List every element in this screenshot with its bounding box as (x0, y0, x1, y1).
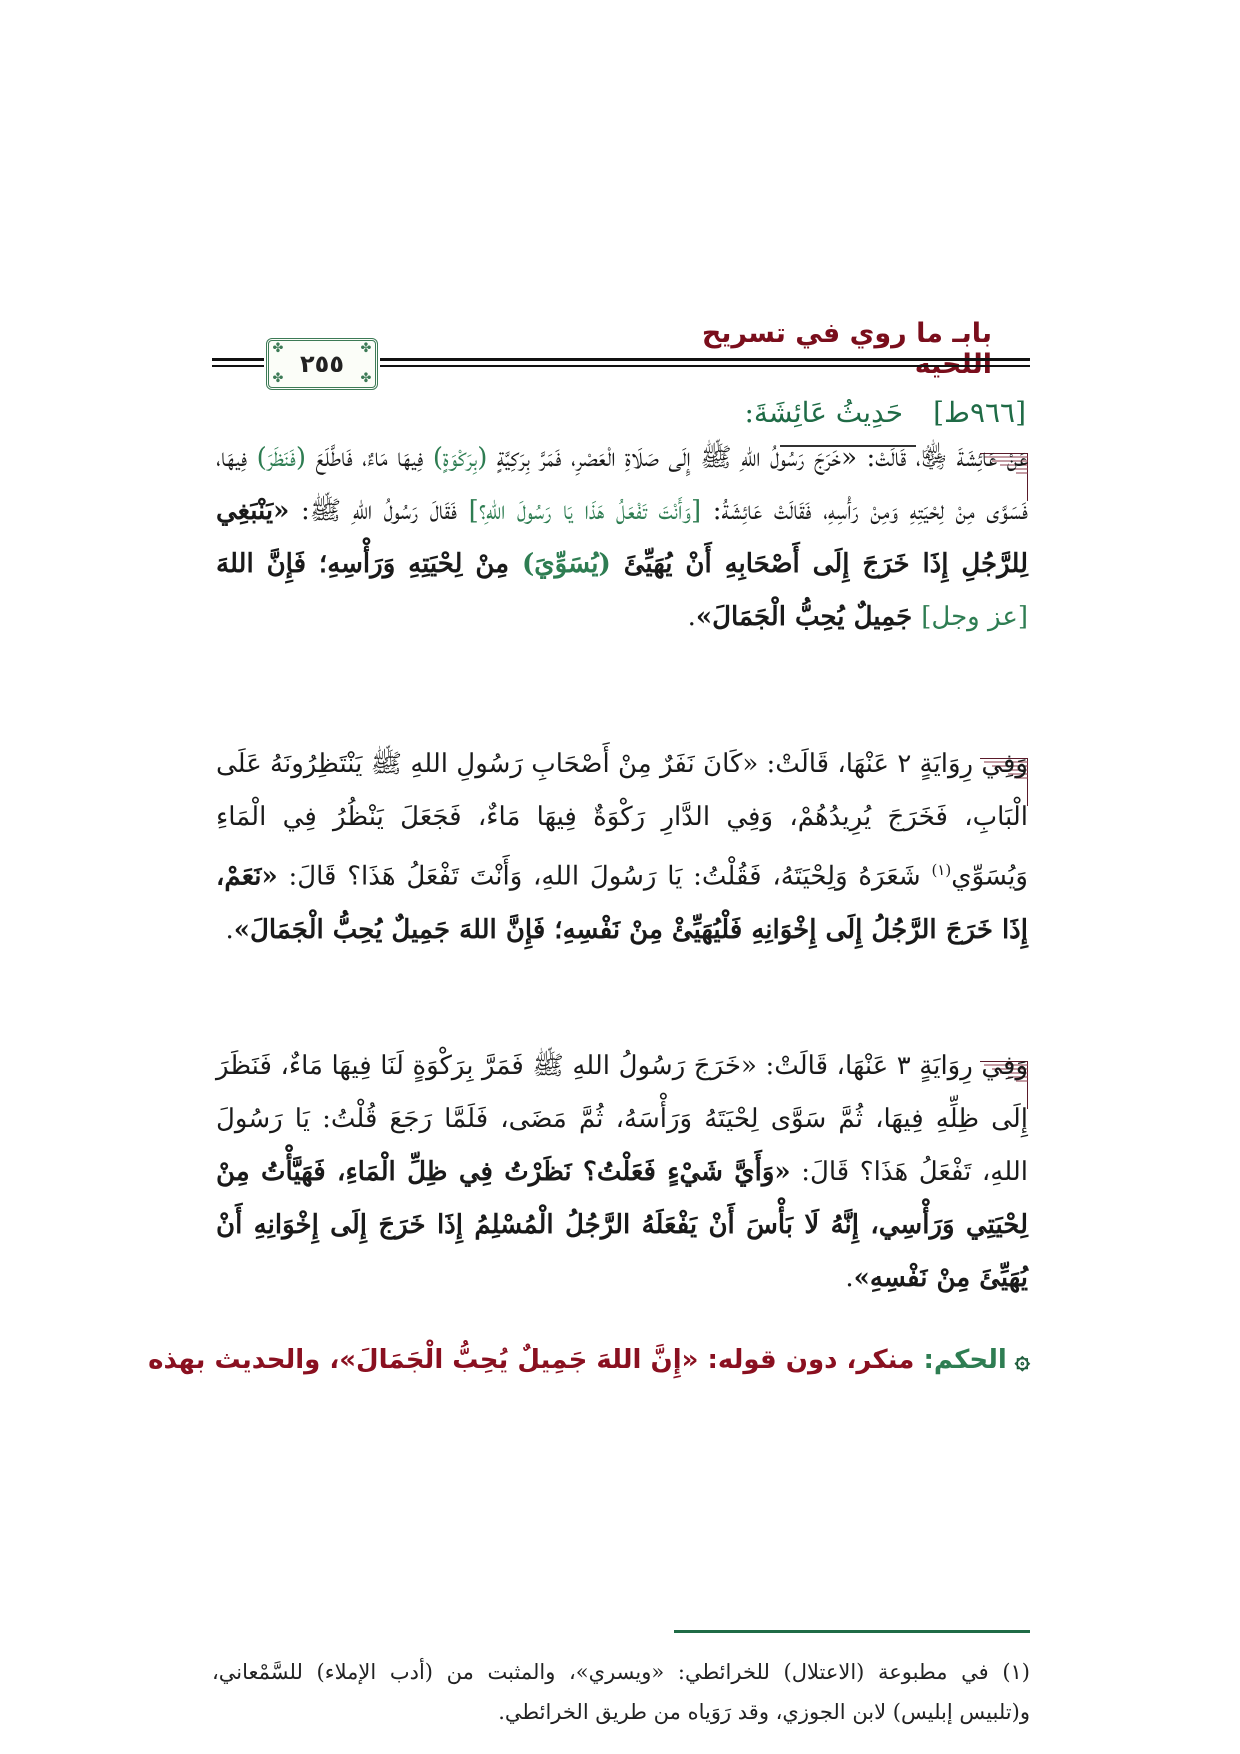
ruling-text: منكر، دون قوله: «إِنَّ اللهَ جَمِيلٌ يُحِبُّ الْجَمَالَ»، والحديث بهذه (148, 1345, 924, 1375)
hadith-text: وَفِي رِوَايَةٍ ٢ عَنْهَا، قَالَتْ: «كَانَ نَفَرٌ مِنْ أَصْحَابِ رَسُولِ اللهِ ﷺ يَنْتَظِرُونَهُ عَلَى الْبَابِ، فَخَرَجَ يُرِيدُهُمْ، وَفِي الدَّارِ رَكْوَةٌ فِيهَا مَاءٌ، فَجَعَلَ يَنْظُرُ فِي الْمَاءِ وَيُسَوِّي (216, 749, 1028, 892)
hadith-text: عَنْ عَائِشَةَ ﵂، قَالَتْ: «خَرَجَ رَسُولُ اللهِ ﷺ إِلَى صَلَاةِ الْعَصْرِ، فَمَرَّ بِرَكِيَّةٍ (487, 443, 1029, 473)
ornament-icon: ✤ (360, 371, 372, 386)
page-number: ٢٥٥ (300, 350, 344, 378)
variant-reading: (فَنَظَرَ) (256, 443, 307, 473)
footnote: (١) في مطبوعة (الاعتلال) للخرائطي: «ويسري»، والمثبت من (أدب الإملاء) للسَّمْعاني، و(تلبيس إبليس) لابن الجوزي، وقد رَوَياه من طريق الخرائطي. (212, 1660, 1030, 1724)
ruling-ornament-icon: ۞ (1014, 1345, 1030, 1375)
hadith-paragraph-1 (216, 432, 1028, 644)
header-rule (212, 365, 264, 367)
prophetic-saying: «نَعَمْ، إِذَا خَرَجَ الرَّجُلُ إِلَى إِخْوَانِهِ فَلْيُهَيِّئْ مِنْ نَفْسِهِ؛ فَإِنَّ اللهَ جَمِيلٌ يُحِبُّ الْجَمَالَ» (216, 861, 1028, 945)
hadith-paragraph-3 (216, 1040, 1028, 1305)
prophetic-saying: «يَنْبَغِي لِلرَّجُلِ إِذَا خَرَجَ إِلَى أَصْحَابِهِ أَنْ يُهَيِّئَ (216, 496, 1029, 579)
section-title: حَدِيثُ عَائِشَةَ: (744, 396, 904, 429)
hadith-text: وَفِي رِوَايَةٍ ٣ عَنْهَا، قَالَتْ: «خَرَجَ رَسُولُ اللهِ ﷺ فَمَرَّ بِرَكْوَةٍ لَنَا فِيهَا مَاءٌ، فَنَظَرَ إِلَى ظِلِّهِ فِيهَا، ثُمَّ سَوَّى لِحْيَتَهُ وَرَأْسَهُ، ثُمَّ مَضَى، فَلَمَّا رَجَعَ قُلْتُ: يَا رَسُولَ اللهِ، تَفْعَلُ هَذَا؟ قَالَ: (216, 1051, 1028, 1187)
section-id: [٩٦٦ط] (933, 396, 1026, 429)
ruling-label: الحكم: (923, 1345, 1007, 1375)
footnote-separator (674, 1630, 1030, 1633)
prophetic-saying: مِنْ لِحْيَتِهِ وَرَأْسِهِ؛ فَإِنَّ اللهَ (216, 549, 522, 579)
header-rule (380, 358, 1030, 361)
hadith-text: شَعَرَهُ وَلِحْيَتَهُ، فَقُلْتُ: يَا رَسُولَ اللهِ، وَأَنْتَ تَفْعَلُ هَذَا؟ قَالَ: (277, 861, 932, 892)
hadith-text: فَقَالَ رَسُولُ اللهِ ﷺ: (289, 496, 469, 526)
header-rule (380, 365, 1030, 367)
punctuation: . (845, 1263, 854, 1293)
ruling-line (148, 1345, 1030, 1375)
punctuation: . (225, 914, 234, 945)
prophetic-saying: جَمِيلٌ يُحِبُّ الْجَمَالَ» (695, 602, 922, 632)
hadith-paragraph-2 (216, 738, 1028, 957)
hadith-text: فِيهَا، فَسَوَّى مِنْ لِحْيَتِهِ وَمِنْ رَأْسِهِ، فَقَالَتْ عَائِشَةُ: (216, 443, 1028, 526)
ornament-icon: ✤ (360, 341, 372, 356)
ornament-icon: ✤ (272, 341, 284, 356)
variant-reading: (بِرَكْوَةٍ) (432, 443, 488, 473)
header-rule (212, 358, 264, 361)
hadith-text: فِيهَا مَاءٌ، فَاطَّلَعَ (306, 443, 433, 473)
prophetic-saying: «وَأَيَّ شَيْءٍ فَعَلْتُ؟ نَظَرْتُ فِي ظِلِّ الْمَاءِ، فَهَيَّأْتُ مِنْ لِحْيَتِي وَرَأْسِي، إِنَّهُ لَا بَأْسَ أَنْ يَفْعَلَهُ الرَّجُلُ الْمُسْلِمُ إِذَا خَرَجَ إِلَى إِخْوَانِهِ أَنْ يُهَيِّئَ مِنْ نَفْسِهِ» (216, 1157, 1028, 1293)
footnote-marker: (١) (931, 861, 952, 879)
addition-text: [وَأَنْتَ تَفْعَلُ هَذَا يَا رَسُولَ اللهِ؟] (468, 496, 702, 526)
ornament-icon: ✤ (272, 371, 284, 386)
page-number-badge (266, 338, 378, 390)
variant-reading: (يُسَوِّيَ) (522, 549, 611, 579)
bracket-text: [عز وجل] (921, 602, 1028, 632)
punctuation: . (687, 602, 696, 632)
section-heading (744, 396, 1026, 429)
running-title: بابـ ما روي في تسريح (701, 318, 992, 349)
